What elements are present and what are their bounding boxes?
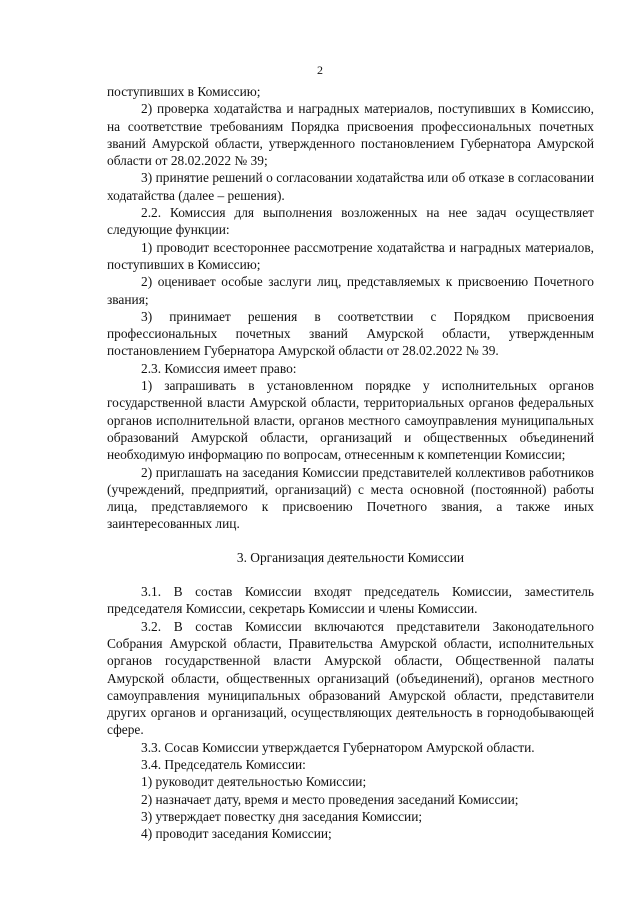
paragraph: 2.3. Комиссия имеет право: [141, 360, 297, 376]
document-body [107, 83, 594, 842]
paragraph: 3.4. Председатель Комиссии: [141, 756, 306, 772]
paragraph: 3.2. В состав Комиссии включаются представители Законодательного Собрания Амурской области, Правительства Амурской области, исполнительных органов государственной власти Амурской области, Общественной палаты Амурской области, общественных организаций (объединений), органов местного самоуправления муниципальных образований Амурской области, представители других органов и организаций, осуществляющих деятельность в горнодобывающей сфере. [107, 618, 594, 738]
paragraph: 1) запрашивать в установленном порядке у исполнительных органов государственной власти Амурской области, территориальных органов федеральных органов исполнительной власти, органов местного самоуправления муниципальных образований Амурской области, организаций и общественных объединений необходимую информацию по вопросам, отнесенным к компетенции Комиссии; [107, 378, 594, 463]
page-number: 2 [317, 63, 323, 77]
paragraph: 1) проводит всестороннее рассмотрение ходатайства и наградных материалов, поступивших в Комиссию; [107, 239, 594, 272]
paragraphs-after-heading [107, 583, 594, 842]
paragraph: 3) принятие решений о согласовании ходатайства или об отказе в согласовании ходатайства (далее – решения). [107, 170, 594, 203]
paragraph: 3.1. В состав Комиссии входят председатель Комиссии, заместитель председателя Комиссии, секретарь Комиссии и члены Комиссии. [107, 584, 594, 617]
paragraph: 4) проводит заседания Комиссии; [141, 826, 332, 842]
paragraph: 1) руководит деятельностью Комиссии; [141, 774, 367, 790]
paragraph: 2) проверка ходатайства и наградных материалов, поступивших в Комиссию, на соответствие требованиям Порядка присвоения профессиональных почетных званий Амурской области, утвержденного постановлением Губернатора Амурской области от 28.02.2022 № 39; [107, 101, 594, 169]
paragraph: 2) приглашать на заседания Комиссии представителей коллективов работников (учреждений, предприятий, организаций) с места основной (постоянной) работы лица, представляемого к присвоению Почетного звания, а также иных заинтересованных лиц. [107, 464, 594, 532]
section-heading: 3. Организация деятельности Комиссии [236, 549, 465, 565]
paragraph: 3) утверждает повестку дня заседания Комиссии; [141, 808, 423, 824]
paragraph: 3) принимает решения в соответствии с Порядком присвоения профессиональных почетных званий Амурской области, утвержденным постановлением Губернатора Амурской области от 28.02.2022 № 39. [107, 308, 594, 359]
paragraph: 2) оценивает особые заслуги лиц, представляемых к присвоению Почетного звания; [107, 274, 594, 307]
paragraph: поступивших в Комиссию; [107, 84, 261, 99]
paragraph: 3.3. Сосав Комиссии утверждается Губернатором Амурской области. [141, 739, 535, 755]
paragraph: 2) назначает дату, время и место проведения заседаний Комиссии; [141, 791, 519, 807]
paragraph: 2.2. Комиссия для выполнения возложенных на нее задач осуществляет следующие функции: [107, 205, 594, 238]
paragraphs-before-heading [107, 83, 594, 533]
